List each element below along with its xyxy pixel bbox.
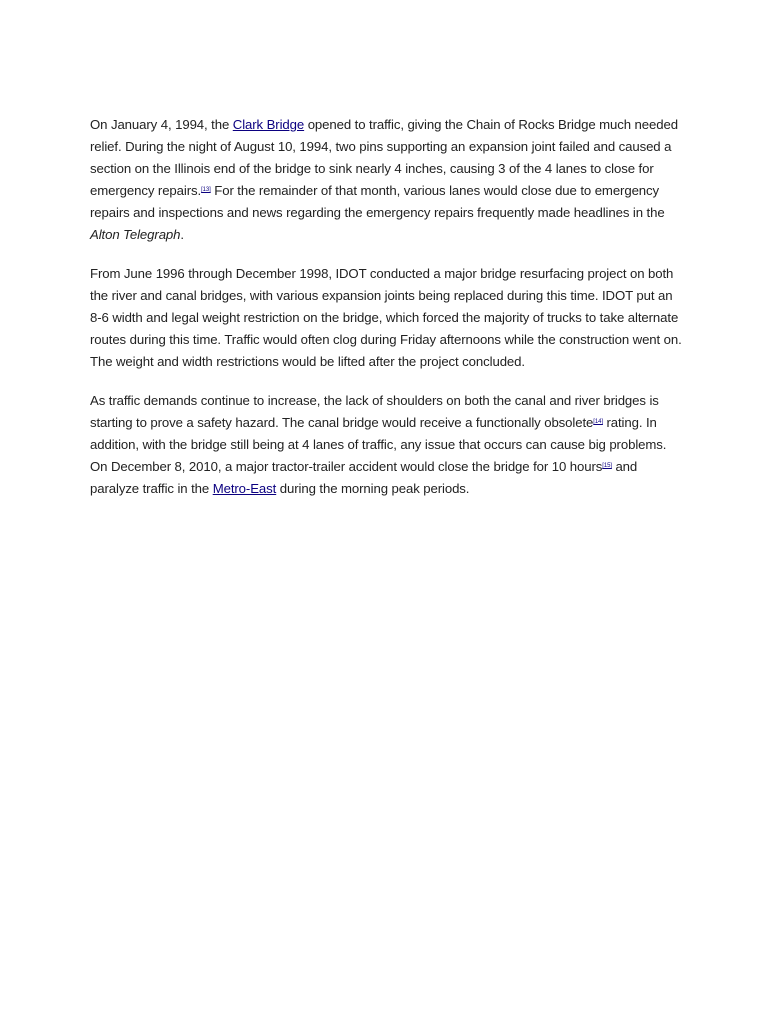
citation-15-link[interactable]: [15] (602, 463, 612, 469)
alton-telegraph-title: Alton Telegraph (90, 227, 181, 242)
citation-14-link[interactable]: [14] (593, 419, 603, 425)
paragraph-text: during the morning peak periods. (276, 481, 470, 496)
paragraph-clark-bridge (90, 114, 682, 246)
paragraph-text: rating. In addition, with the bridge still being at 4 lanes of traffic, any issue that occurs can cause big problems. On December 8, 2010, a major tractor-trailer accident would close the bridge for 10 hours (90, 415, 667, 474)
paragraph-text: On January 4, 1994, the (90, 117, 233, 132)
paragraph-resurfacing-project (90, 263, 682, 373)
metro-east-link[interactable]: Metro-East (212, 481, 277, 496)
paragraph-text: . (180, 227, 184, 242)
citation-13-link[interactable]: [13] (201, 187, 211, 193)
paragraph-text: As traffic demands continue to increase, the lack of shoulders on both the canal and river bridges is starting to prove a safety hazard. The canal bridge would receive a functionally obsolete (90, 393, 659, 430)
paragraph-text: From June 1996 through December 1998, IDOT conducted a major bridge resurfacing project on both the river and canal bridges, with various expansion joints being replaced during this time. IDOT put an 8-6 width and legal weight restriction on the bridge, which forced the majority of trucks to take alternate routes during this time. Traffic would often clog during Friday afternoons while the construction went on. The weight and width restrictions would be lifted after the project concluded. (90, 266, 682, 369)
article-body (90, 114, 682, 517)
paragraph-text: opened to traffic, giving the Chain of Rocks Bridge much needed relief. During the night of August 10, 1994, two pins supporting an expansion joint failed and caused a section on the Illinois end of the bridge to sink nearly 4 inches, causing 3 of the 4 lanes to close for emergency repairs. (90, 117, 678, 198)
paragraph-text: and paralyze traffic in the (90, 459, 638, 496)
paragraph-text: For the remainder of that month, various lanes would close due to emergency repairs and inspections and news regarding the emergency repairs frequently made headlines in the (90, 183, 665, 220)
paragraph-traffic-demands (90, 390, 682, 500)
clark-bridge-link[interactable]: Clark Bridge (232, 117, 305, 132)
